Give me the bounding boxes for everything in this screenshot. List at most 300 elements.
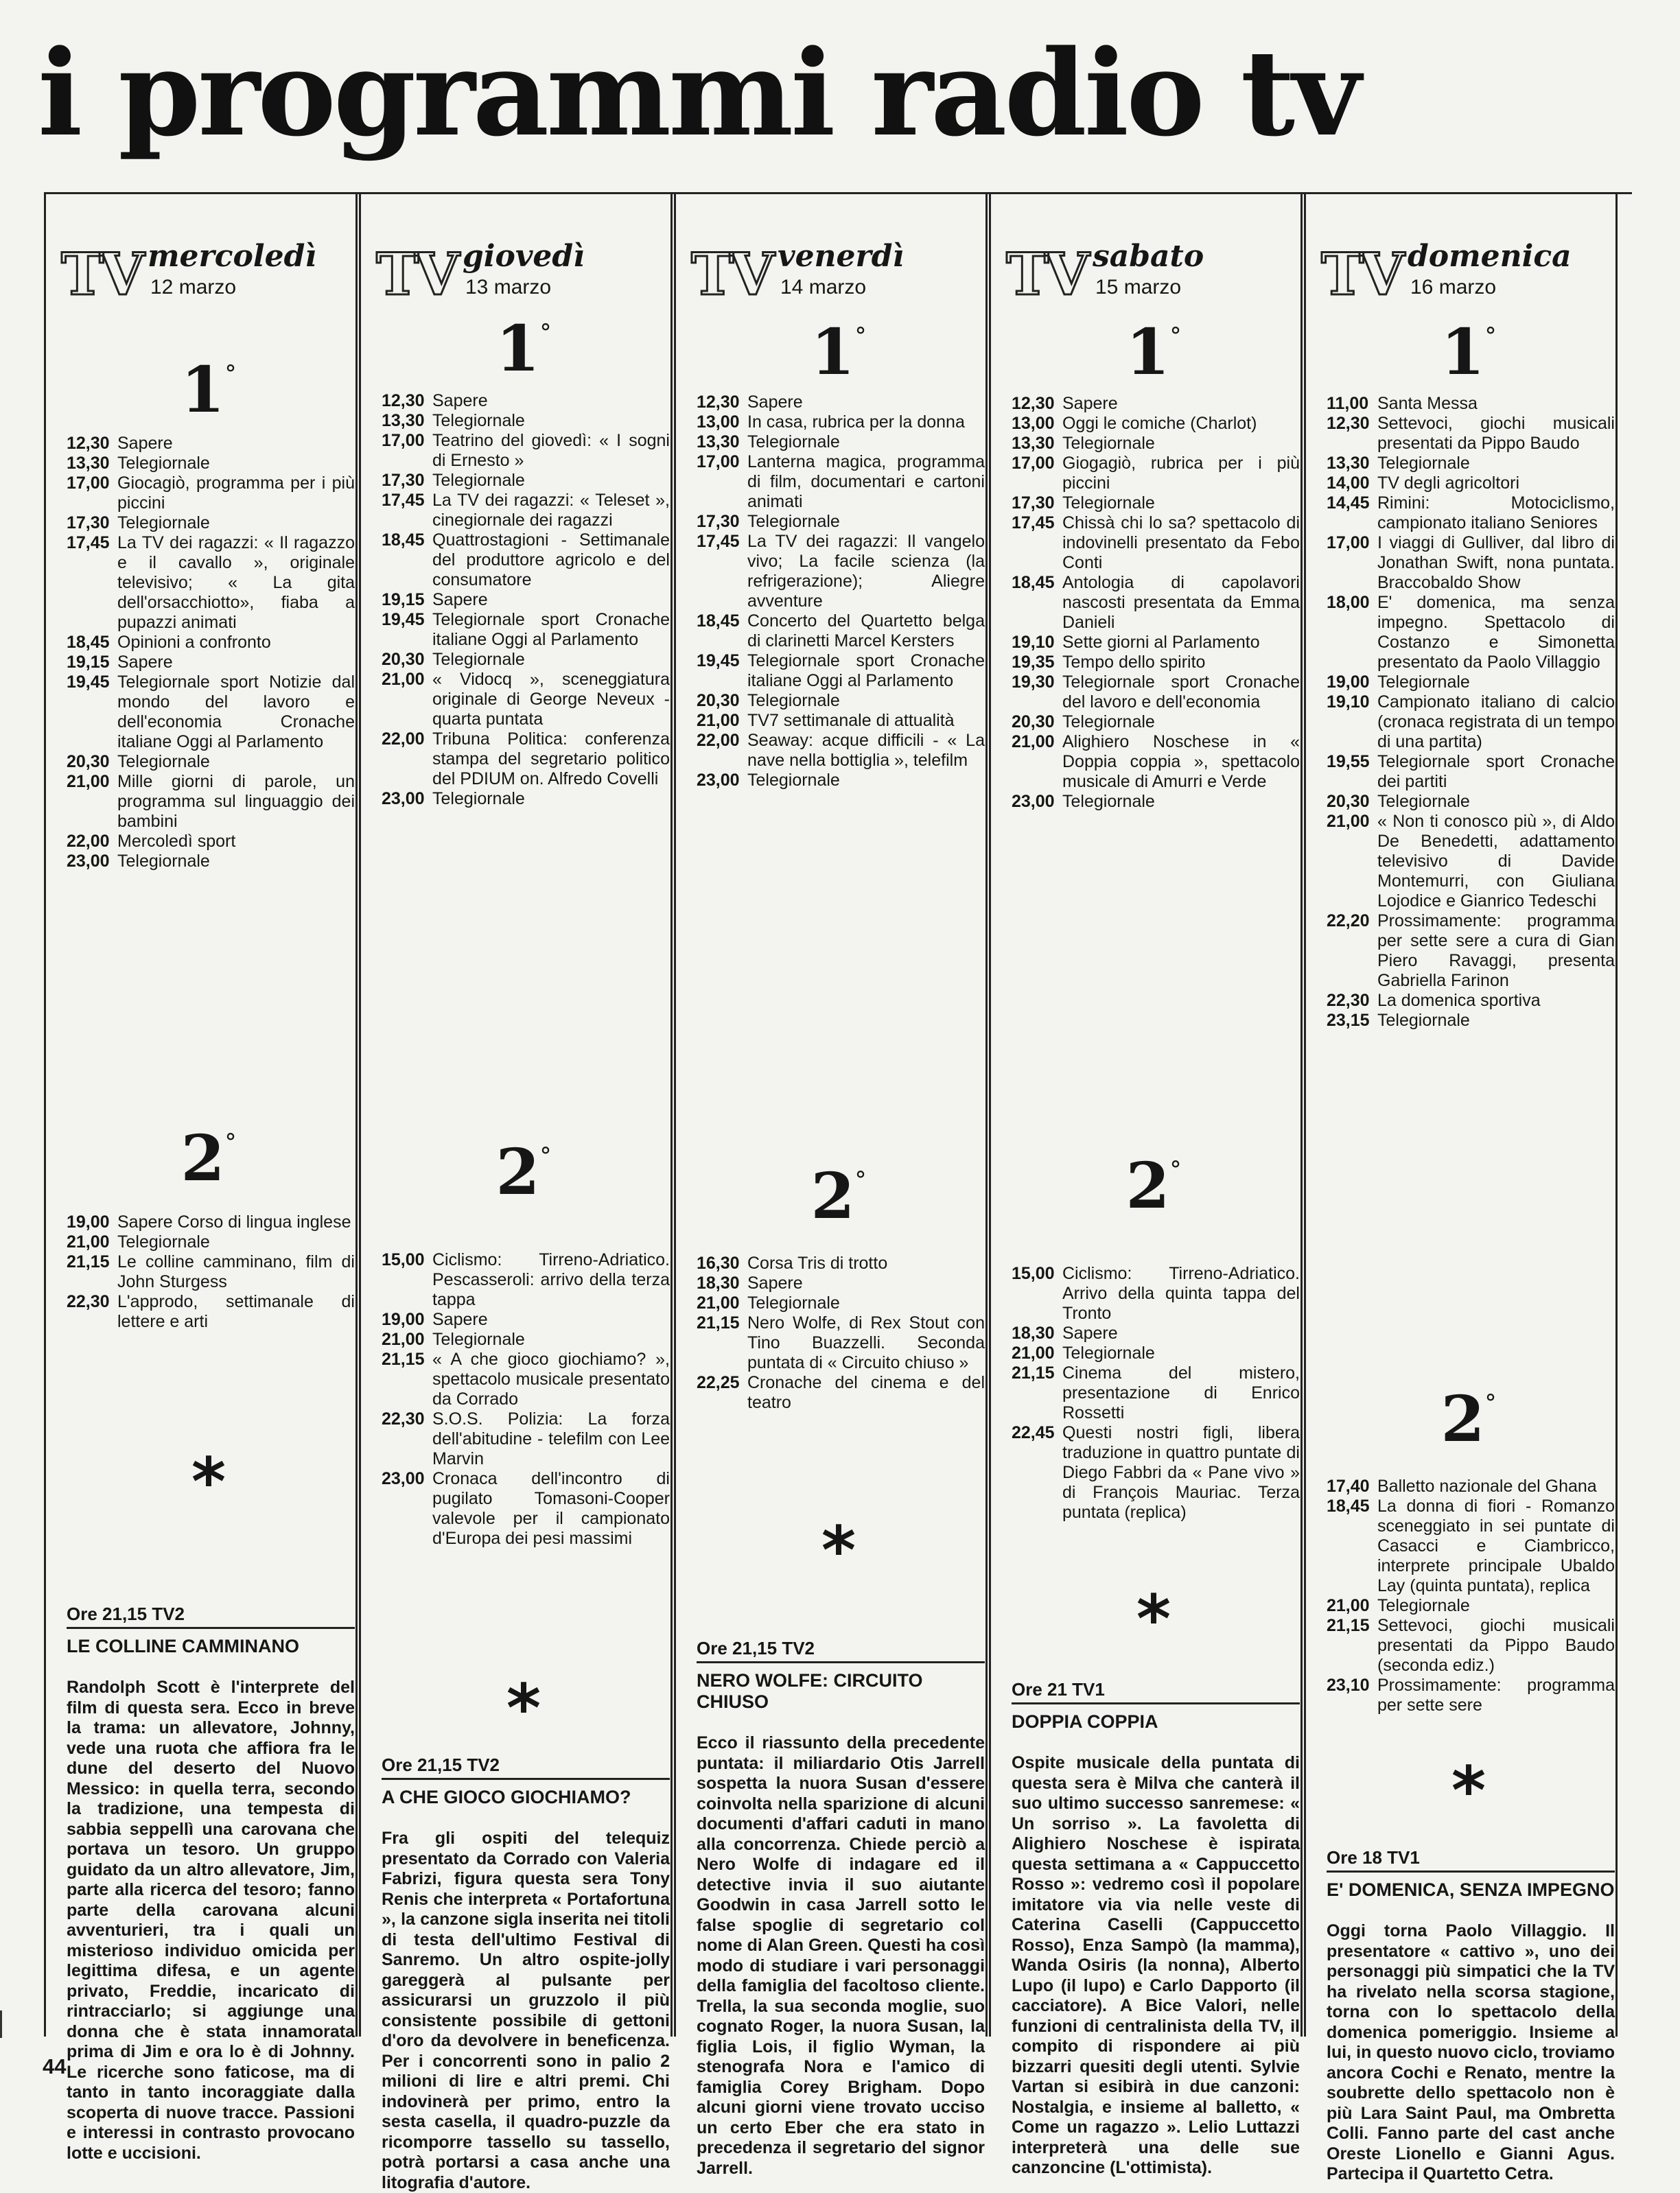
program-item [1327,593,1615,672]
program-item [382,471,670,491]
program-item [67,454,355,473]
program-item [697,512,985,532]
channel-number: 1 [1125,315,1170,389]
program-title: Telegiornale [1062,792,1155,811]
program-time: 22,20 [1327,911,1370,930]
program-time: 12,30 [67,434,110,453]
program-time: 12,30 [1012,394,1055,413]
program-title: TV degli agricoltori [1377,473,1520,493]
program-time: 22,00 [67,832,110,851]
program-time: 18,45 [67,633,110,652]
channel-2-schedule [1327,1477,1615,1715]
program-title: Rimini: Motociclismo, campionato italiano Seniores [1377,493,1615,532]
program-item [1327,414,1615,454]
program-time: 12,30 [1327,414,1370,433]
program-title: Nero Wolfe, di Rex Stout con Tino Buazzelli. Seconda puntata di « Circuito chiuso » [747,1313,985,1372]
day-column-inner [1006,194,1300,2177]
program-time: 21,00 [697,711,740,730]
degree-mark: ° [854,1166,867,1194]
program-title: Sapere [432,1310,488,1329]
degree-mark: ° [539,319,552,347]
program-title: Telegiornale [432,411,525,430]
program-item [697,1313,985,1373]
program-time: 13,30 [1012,434,1055,453]
program-item [382,1409,670,1469]
program-item [697,1274,985,1293]
asterisk-ornament: * [506,1670,541,1747]
program-title: Telegiornale [747,1293,840,1313]
highlight-time: Ore 21,15 TV2 [382,1755,670,1780]
program-time: 21,15 [697,1313,740,1333]
program-title: Telegiornale [432,789,525,808]
program-time: 19,55 [1327,752,1370,771]
channel-number: 2 [810,1159,855,1233]
program-title: Prossimamente: programma per sette sere [1377,1676,1615,1715]
program-title: E' domenica, ma senza impegno. Spettacolo di Costanzo e Simonetta presentato da Paolo Villaggio [1377,593,1615,672]
program-time: 18,45 [1012,573,1055,592]
program-time: 13,30 [697,432,740,452]
program-title: Telegiornale sport Cronache italiane Oggi al Parlamento [747,651,985,690]
program-time: 17,00 [67,473,110,493]
program-item [1012,1344,1300,1363]
program-title: Sette giorni al Parlamento [1062,633,1260,652]
program-title: Telegiornale [747,691,840,710]
channel-1-heading [376,312,671,386]
program-title: Sapere [432,590,488,609]
program-title: Ciclismo: Tirreno-Adriatico. Pescasseroli: arrivo della terza tappa [432,1250,670,1309]
channel-1-schedule [1012,394,1300,812]
program-item [382,650,670,670]
day-column [359,194,673,2192]
program-item [1012,792,1300,812]
highlight-box [1327,1847,1615,2185]
program-time: 18,45 [1327,1497,1370,1516]
program-time: 18,30 [1012,1324,1055,1343]
program-item [1012,493,1300,513]
program-time: 20,30 [1327,792,1370,811]
highlight-box [697,1638,985,2179]
program-item [67,1212,355,1232]
program-time: 13,30 [1327,454,1370,473]
program-item [697,1293,985,1313]
program-title: Sapere [747,392,803,412]
program-time: 17,45 [382,491,425,510]
program-item [382,1250,670,1310]
program-time: 21,00 [67,1232,110,1252]
program-time: 21,15 [1012,1363,1055,1383]
channel-1-schedule [1327,394,1615,1031]
channel-1-heading [1006,315,1301,389]
program-time: 21,00 [697,1293,740,1313]
program-title: Telegiornale [747,771,840,790]
channel-2-schedule [1012,1264,1300,1523]
program-item [67,1252,355,1292]
program-item [67,832,355,852]
asterisk-ornament: * [1136,1581,1171,1658]
program-item [67,852,355,871]
program-item [382,391,670,411]
program-time: 21,15 [1327,1616,1370,1635]
highlight-title: LE COLLINE CAMMINANO [67,1636,299,1656]
day-column [989,194,1303,2177]
program-item [1327,672,1615,692]
program-time: 19,30 [1012,672,1055,692]
program-item [382,1469,670,1549]
channel-number: 2 [1125,1149,1170,1223]
program-time: 17,00 [697,452,740,471]
program-item [697,731,985,771]
program-time: 12,30 [697,392,740,412]
program-title: Sapere [1062,1324,1118,1343]
program-title: Giocagiò, programma per i più piccini [117,473,355,513]
program-time: 15,00 [1012,1264,1055,1283]
program-title: La TV dei ragazzi: « Il ragazzo e il cavallo », originale televisivo; « La gita dell'orsacchiotto», fiaba a pupazzi animati [117,533,355,632]
program-item [1327,1596,1615,1616]
program-item [67,633,355,653]
program-item [1327,1616,1615,1676]
program-time: 22,30 [382,1409,425,1429]
highlight-title: NERO WOLFE: CIRCUITO CHIUSO [697,1670,923,1712]
channel-2-schedule [67,1212,355,1332]
program-time: 20,30 [67,752,110,771]
program-title: « Vidocq », sceneggiatura originale di George Neveux - quarta puntata [432,670,670,729]
channel-number: 1 [180,353,225,427]
day-column [1304,194,1618,2183]
program-time: 19,45 [697,651,740,670]
program-time: 21,00 [1327,812,1370,831]
program-title: Santa Messa [1377,394,1478,413]
program-title: Sapere [117,434,173,453]
program-title: Telegiornale sport Cronache dei partiti [1377,752,1615,791]
channel-2-schedule [697,1254,985,1413]
highlight-text: Oggi torna Paolo Villaggio. Il presentatore « cattivo », uno dei personaggi più simpatici che la TV ha rivelato nella scorsa stagione, torna con lo spettacolo della domenica pomeriggio. Insieme a lui, in questo nuovo ciclo, troviamo ancora Cochi e Renato, mentre la soubrette dello spettacolo non è più Lara Saint Paul, ma Ombretta Colli. Fanno parte del cast anche Oreste Lionello e Gianni Agus. Partecipa il Quartetto Cetra. [1327,1921,1615,2183]
program-title: Antologia di capolavori nascosti presentata da Emma Danieli [1062,573,1300,632]
program-title: Sapere [747,1274,803,1293]
program-time: 17,40 [1327,1477,1370,1496]
highlight-time: Ore 21 TV1 [1012,1679,1300,1704]
program-item [1012,1324,1300,1344]
program-title: Alighiero Noschese in « Doppia coppia », spettacolo musicale di Amurri e Verde [1062,732,1300,791]
asterisk-ornament: * [821,1512,856,1589]
program-title: In casa, rubrica per la donna [747,412,965,432]
channel-number: 2 [495,1135,540,1209]
program-time: 19,45 [382,610,425,629]
program-title: Prossimamente: programma per sette sere a cura di Gian Piero Ravaggi, presenta Gabriella Farinon [1377,911,1615,990]
program-title: Questi nostri figli, libera traduzione in quattro puntate di Diego Fabbri da « Pane vivo » di François Mauriac. Terza puntata (replica) [1062,1423,1300,1522]
program-time: 17,30 [1012,493,1055,513]
program-title: Telegiornale [1377,454,1470,473]
day-date: 16 marzo [1410,276,1497,298]
highlight-title: A CHE GIOCO GIOCHIAMO? [382,1787,631,1807]
program-title: Telegiornale sport Cronache italiane Oggi al Parlamento [432,610,670,649]
program-item [382,590,670,610]
program-title: Ciclismo: Tirreno-Adriatico. Arrivo della quinta tappa del Tronto [1062,1264,1300,1323]
program-title: Teatrino del giovedì: « I sogni di Ernesto » [432,431,670,470]
program-item [697,771,985,790]
highlight-time: Ore 21,15 TV2 [67,1604,355,1629]
program-title: Cronache del cinema e del teatro [747,1373,985,1412]
program-title: Telegiornale [117,852,210,871]
program-item [697,392,985,412]
day-date: 12 marzo [150,276,237,298]
channel-1-heading [1321,315,1616,389]
program-item [1327,493,1615,533]
program-title: La TV dei ragazzi: « Teleset », cinegiornale dei ragazzi [432,491,670,530]
program-item [1012,394,1300,414]
channel-number: 2 [180,1121,225,1195]
program-title: I viaggi di Gulliver, dal libro di Jonathan Swift, nona puntata. Braccobaldo Show [1377,533,1615,592]
highlight-time: Ore 21,15 TV2 [697,1638,985,1663]
tv-logo: TV [61,240,141,308]
program-title: Tribuna Politica: conferenza stampa del segretario politico del PDIUM on. Alfredo Covelli [432,729,670,788]
program-item [382,530,670,590]
program-time: 16,30 [697,1254,740,1273]
highlight-time: Ore 18 TV1 [1327,1847,1615,1873]
program-item [1327,812,1615,911]
program-title: Cinema del mistero, presentazione di Enrico Rossetti [1062,1363,1300,1422]
program-item [67,653,355,672]
day-header [1321,239,1616,321]
day-header [61,239,356,321]
channel-number: 2 [1440,1382,1485,1456]
program-time: 13,00 [697,412,740,432]
program-title: Telegiornale [117,454,210,473]
program-time: 17,30 [382,471,425,490]
program-time: 17,45 [67,533,110,552]
program-title: Sapere [1062,394,1118,413]
program-title: Opinioni a confronto [117,633,271,652]
margin-mark [0,2010,2,2038]
program-item [1327,1497,1615,1596]
program-item [1327,473,1615,493]
program-time: 13,30 [67,454,110,473]
degree-mark: ° [1484,322,1497,350]
program-item [382,491,670,530]
program-title: Telegiornale [117,1232,210,1252]
program-item [697,711,985,731]
day-name: venerdì [778,239,905,274]
day-name: giovedì [463,239,585,274]
program-item [382,670,670,729]
program-time: 20,30 [1012,712,1055,731]
program-title: L'approdo, settimanale di lettere e arti [117,1292,355,1331]
channel-2-schedule [382,1250,670,1549]
program-title: Telegiornale [432,1330,525,1349]
program-item [382,610,670,650]
program-item [1012,712,1300,732]
program-title: Telegiornale [432,471,525,490]
program-item [67,434,355,454]
program-item [382,1330,670,1350]
program-item [697,1254,985,1274]
program-item [1327,1676,1615,1715]
program-time: 11,00 [1327,394,1369,413]
page-number: 44 [43,2054,67,2078]
program-time: 14,45 [1327,493,1370,513]
program-title: Telegiornale [1377,792,1470,811]
tv-logo: TV [1006,240,1086,308]
day-header [1006,239,1301,321]
degree-mark: ° [224,360,237,388]
program-time: 21,00 [1012,1344,1055,1363]
highlight-text: Ecco il riassunto della precedente puntata: il miliardario Otis Jarrell sospetta la nuora Susan d'essere coinvolta nella sparizione di alcuni documenti d'affari caduti in mano alla concorrenza. Chiede perciò a Nero Wolfe di indagare ed il detective invia il suo aiutante Goodwin in casa Jarrell sotto le false spoglie di segretario col nome di Alan Green. Questi ha così modo di studiare i vari personaggi della famiglia del facoltoso cliente. Trella, la sua seconda moglie, suo cognato Roger, la nuora Susan, la figlia Lois, il figlio Wyman, la stenografa Nora e l'amico di famiglia Corey Brigham. Dopo alcuni giorni viene trovato ucciso un certo Eber che era stato in precedenza il segretario del signor Jarrell. [697,1733,985,2178]
program-item [1327,752,1615,792]
program-title: Tempo dello spirito [1062,653,1206,672]
highlight-text: Fra gli ospiti del telequiz presentato da Corrado con Valeria Fabrizi, figura questa sera Tony Renis che interpreta « Portafortuna », la canzone sigla inserita nei titoli di testa dell'ultimo Festival di Sanremo. Un altro ospite-jolly gareggerà al pulsante per assicurarsi un gruzzolo il più consistente possibile di gettoni d'oro da devolvere in beneficenza. Per i concorrenti sono in palio 2 milioni di lire e altri premi. Chi indovinerà per primo, entro la sesta casella, il quadro-puzzle da ricomporre tassello su tassello, potrà portarsi a casa anche una litografia d'autore. [382,1829,670,2192]
program-title: Telegiornale sport Notizie dal mondo del lavoro e dell'economia Cronache italiane Oggi al Parlamento [117,672,355,751]
program-item [1012,454,1300,493]
program-time: 13,00 [1012,414,1055,433]
program-title: Sapere [117,653,173,672]
program-item [67,1292,355,1332]
program-title: Telegiornale [117,513,210,532]
program-time: 22,25 [697,1373,740,1392]
program-item [382,431,670,471]
program-item [382,1350,670,1409]
program-title: « Non ti conosco più », di Aldo De Benedetti, adattamento televisivo di Davide Montemurri, con Giuliana Lojodice e Gianrico Tedeschi [1377,812,1615,911]
program-title: Campionato italiano di calcio (cronaca registrata di un tempo di una partita) [1377,692,1615,751]
program-time: 21,00 [382,670,425,689]
program-title: Telegiornale [1377,1596,1470,1615]
program-title: Telegiornale [747,432,840,452]
program-time: 23,00 [382,1469,425,1488]
program-title: Telegiornale [1377,672,1470,692]
program-item [67,772,355,832]
program-title: Telegiornale [1062,493,1155,513]
program-title: Lanterna magica, programma di film, documentari e cartoni animati [747,452,985,511]
tv-logo: TV [376,240,456,308]
program-item [67,1232,355,1252]
program-item [1327,1477,1615,1497]
channel-1-heading [61,353,356,427]
program-time: 19,10 [1012,633,1055,652]
program-time: 23,10 [1327,1676,1370,1695]
program-time: 22,45 [1012,1423,1055,1442]
program-title: Cronaca dell'incontro di pugilato Tomasoni-Cooper valevole per il campionato d'Europa dei pesi massimi [432,1469,670,1548]
channel-1-schedule [697,392,985,790]
program-time: 13,30 [382,411,425,430]
day-name: domenica [1408,239,1572,274]
program-item [1012,513,1300,573]
program-time: 17,00 [1012,454,1055,473]
highlight-text: Ospite musicale della puntata di questa sera è Milva che canterà il suo ultimo successo sanremese: « Un sorriso ». La favoletta di Alighiero Noschese è ispirata questa settimana a « Cappuccetto Rosso »: vedremo così il popolare imitatore via via nelle veste di Caterina Caselli (Cappuccetto Rosso), Enza Sampò (la mamma), Wanda Osiris (la nonna), Alberto Lupo (il lupo) e Carlo Dapporto (il cacciatore). A Bice Valori, nelle funzioni di centralinista della TV, il compito di rispondere ai più bizzarri quesiti degli utenti. Sylvie Vartan si esibirà in due canzoni: Nostalgia, e insieme al balletto, « Come un ragazzo ». Lelio Luttazzi interpreterà una delle sue canzoncine (L'ottimista). [1012,1753,1300,2177]
program-item [1012,672,1300,712]
program-title: La domenica sportiva [1377,991,1541,1010]
program-time: 17,30 [697,512,740,531]
channel-number: 1 [810,315,855,389]
program-item [1012,1363,1300,1423]
channel-2-heading [61,1121,356,1195]
program-title: Le colline camminano, film di John Sturgess [117,1252,355,1291]
highlight-title: E' DOMENICA, SENZA IMPEGNO [1327,1879,1615,1900]
program-time: 23,00 [382,789,425,808]
program-item [67,533,355,633]
program-title: TV7 settimanale di attualità [747,711,955,730]
program-time: 21,15 [382,1350,425,1369]
program-time: 19,00 [1327,672,1370,692]
program-item [1327,454,1615,473]
program-time: 23,15 [1327,1011,1370,1030]
day-date: 14 marzo [780,276,867,298]
tv-logo: TV [691,240,771,308]
program-item [382,1310,670,1330]
program-time: 20,30 [697,691,740,710]
program-time: 23,00 [697,771,740,790]
program-item [67,752,355,772]
highlight-title: DOPPIA COPPIA [1012,1711,1158,1732]
program-item [382,411,670,431]
program-title: S.O.S. Polizia: La forza dell'abitudine - telefilm con Lee Marvin [432,1409,670,1468]
program-title: La donna di fiori - Romanzo sceneggiato in sei puntate di Casacci e Ciambricco, interprete principale Ubaldo Lay (quinta puntata), replica [1377,1497,1615,1595]
program-item [382,729,670,789]
program-item [697,412,985,432]
program-title: Seaway: acque difficili - « La nave nella bottiglia », telefilm [747,731,985,770]
program-title: Sapere [432,391,488,410]
program-title: Mille giorni di parole, un programma sul linguaggio dei bambini [117,772,355,831]
program-title: Telegiornale [747,512,840,531]
program-time: 21,00 [67,772,110,791]
program-item [697,432,985,452]
program-time: 22,30 [67,1292,110,1311]
program-title: Oggi le comiche (Charlot) [1062,414,1257,433]
program-item [1327,394,1615,414]
channel-2-heading [691,1159,986,1233]
program-time: 17,00 [382,431,425,450]
program-item [1012,434,1300,454]
program-item [697,651,985,691]
channel-1-heading [691,315,986,389]
program-time: 17,45 [697,532,740,551]
program-time: 23,00 [67,852,110,871]
day-date: 13 marzo [465,276,552,298]
program-item [67,672,355,752]
program-item [1012,1264,1300,1324]
program-time: 19,00 [382,1310,425,1329]
program-time: 22,00 [382,729,425,749]
program-item [697,452,985,512]
program-title: Giogagiò, rubrica per i più piccini [1062,454,1300,493]
tv-logo: TV [1321,240,1401,308]
program-time: 12,30 [382,391,425,410]
day-column-inner [376,194,670,2192]
program-item [697,691,985,711]
program-item [1012,653,1300,672]
day-date: 15 marzo [1095,276,1182,298]
program-title: Chissà chi lo sa? spettacolo di indovinelli presentato da Febo Conti [1062,513,1300,572]
program-time: 17,00 [1327,533,1370,552]
program-title: Settevoci, giochi musicali presentati da Pippo Baudo [1377,414,1615,453]
program-item [697,1373,985,1413]
degree-mark: ° [1484,1389,1497,1417]
program-item [1012,573,1300,633]
program-item [697,532,985,611]
program-item [1327,991,1615,1011]
program-title: Telegiornale sport Cronache del lavoro e dell'economia [1062,672,1300,712]
highlight-text: Randolph Scott è l'interprete del film di questa sera. Ecco in breve la trama: un allevatore, Johnny, vede una ruota che affiora fra le dune del deserto del Nuovo Messico: in quella terra, secondo la tradizione, una tempesta di sabbia seppellì una carovana che portava un tesoro. Un gruppo guidato da un altro allevatore, Jim, parte alla ricerca del tesoro; fanno parte della carovana alcuni avventurieri, tra i quali un misterioso individuo omicida per legittima difesa, e un agente privato, Freddie, incaricato di rintracciarlo; si aggiunge una donna che è stata innamorata prima di Jim e ora lo è di Johnny. Le ricerche sono faticose, ma di tanto in tanto incoraggiate dalla scoperta di nuove tracce. Passioni e interessi in contrasto provocano lotte e uccisioni. [67,1678,355,2163]
program-time: 17,45 [1012,513,1055,532]
day-column-inner [691,194,985,2178]
degree-mark: ° [224,1129,237,1156]
channel-2-heading [1006,1149,1301,1223]
program-time: 17,30 [67,513,110,532]
program-time: 21,00 [1012,732,1055,751]
channel-2-heading [376,1135,671,1209]
program-time: 19,00 [67,1212,110,1232]
program-item [1012,633,1300,653]
program-time: 23,00 [1012,792,1055,811]
day-name: mercoledì [148,239,317,274]
degree-mark: ° [854,322,867,350]
